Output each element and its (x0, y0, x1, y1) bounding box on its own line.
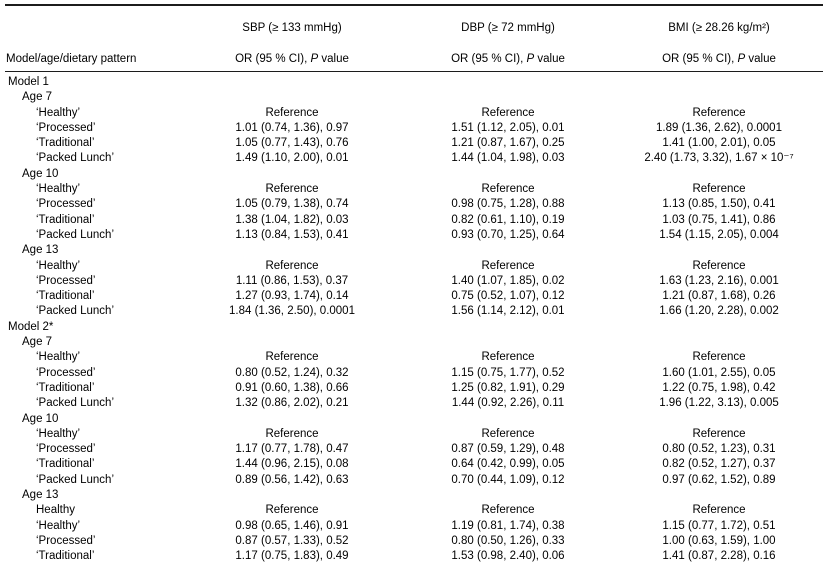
row-label: ‘Processed’ (36, 274, 96, 287)
cell-bmi: Reference (692, 259, 746, 272)
row-label: ‘Traditional’ (36, 458, 95, 471)
row-label: ‘Healthy’ (36, 519, 81, 532)
cell-sbp: Reference (265, 504, 319, 517)
col-sub-bmi (615, 41, 823, 72)
cell-dbp: 1.25 (0.82, 1.91), 0.29 (451, 381, 565, 394)
cell-bmi: 1.41 (0.87, 2.28), 0.16 (662, 550, 776, 563)
cell-bmi: 1.00 (0.63, 1.59), 1.00 (662, 534, 776, 547)
row-label: ‘Processed’ (36, 121, 96, 134)
cell-dbp: 0.93 (0.70, 1.25), 0.64 (451, 228, 565, 241)
cell-sbp: Reference (265, 259, 319, 272)
table-row (5, 442, 823, 457)
cell-bmi: Reference (692, 106, 746, 119)
col-sub-sbp (183, 41, 401, 72)
table-row (5, 136, 823, 151)
row-label: Age 13 (22, 489, 59, 502)
cell-dbp: 0.98 (0.75, 1.28), 0.88 (451, 198, 565, 211)
row-label: ‘Healthy’ (36, 106, 81, 119)
table-row (5, 106, 823, 121)
cell-bmi: 0.97 (0.62, 1.52), 0.89 (662, 473, 776, 486)
cell-sbp: 1.27 (0.93, 1.74), 0.14 (235, 290, 349, 303)
cell-bmi: 0.80 (0.52, 1.23), 0.31 (662, 443, 776, 456)
row-label: Healthy (36, 504, 75, 517)
cell-dbp: 1.15 (0.75, 1.77), 0.52 (451, 366, 565, 379)
cell-dbp: 1.40 (1.07, 1.85), 0.02 (451, 274, 565, 287)
cell-dbp: 1.44 (0.92, 2.26), 0.11 (451, 397, 565, 410)
table-row (5, 488, 823, 503)
sub-p-italic: P (737, 53, 746, 65)
cell-sbp (183, 335, 401, 350)
row-label: ‘Processed’ (36, 198, 96, 211)
cell-sbp: 0.98 (0.65, 1.46), 0.91 (235, 519, 349, 532)
table-row (5, 121, 823, 136)
col-sub-dbp (401, 41, 615, 72)
cell-dbp (401, 320, 615, 335)
cell-dbp (401, 72, 615, 91)
table-row (5, 90, 823, 105)
row-label: Model 2* (8, 320, 54, 333)
table-row (5, 182, 823, 197)
row-label: ‘Processed’ (36, 366, 96, 379)
cell-sbp: Reference (265, 351, 319, 364)
sub-p-italic: P (310, 53, 319, 65)
row-label: ‘Healthy’ (36, 351, 81, 364)
cell-sbp: 1.49 (1.10, 2.00), 0.01 (235, 152, 349, 165)
row-label: Age 13 (22, 244, 59, 257)
cell-dbp (401, 243, 615, 258)
table-row (5, 320, 823, 335)
cell-bmi: 1.89 (1.36, 2.62), 0.0001 (656, 121, 782, 134)
table-row (5, 151, 823, 166)
cell-sbp: 1.05 (0.77, 1.43), 0.76 (235, 137, 349, 150)
cell-bmi: Reference (692, 504, 746, 517)
col-group-sbp: SBP (≥ 133 mmHg) (242, 21, 342, 34)
col-group-bmi: BMI (≥ 28.26 kg/m²) (668, 21, 770, 34)
sub-prefix: OR (95 % CI), (451, 53, 527, 65)
table-row (5, 213, 823, 228)
table-row (5, 243, 823, 258)
table-row (5, 259, 823, 274)
cell-dbp: 1.44 (1.04, 1.98), 0.03 (451, 152, 565, 165)
table-row (5, 396, 823, 411)
cell-bmi: 1.63 (1.23, 2.16), 0.001 (659, 274, 779, 287)
cell-dbp (401, 167, 615, 182)
cell-sbp: Reference (265, 106, 319, 119)
row-label: Age 10 (22, 412, 59, 425)
cell-dbp: 1.53 (0.98, 2.40), 0.06 (451, 550, 565, 563)
cell-bmi: 1.66 (1.20, 2.28), 0.002 (659, 305, 779, 318)
cell-bmi: Reference (692, 351, 746, 364)
table-row (5, 457, 823, 472)
cell-bmi: 0.82 (0.52, 1.27), 0.37 (662, 458, 776, 471)
cell-sbp (183, 167, 401, 182)
sub-p-italic: P (526, 53, 535, 65)
table-row (5, 228, 823, 243)
cell-bmi: 1.21 (0.87, 1.68), 0.26 (662, 290, 776, 303)
col-group-dbp: DBP (≥ 72 mmHg) (461, 21, 555, 34)
cell-dbp: 1.56 (1.14, 2.12), 0.01 (451, 305, 565, 318)
cell-bmi: Reference (692, 427, 746, 440)
row-label: ‘Packed Lunch’ (36, 305, 114, 318)
cell-bmi: 1.13 (0.85, 1.50), 0.41 (662, 198, 776, 211)
cell-dbp: 1.21 (0.87, 1.67), 0.25 (451, 137, 565, 150)
cell-bmi: 1.60 (1.01, 2.55), 0.05 (662, 366, 776, 379)
row-label: ‘Traditional’ (36, 550, 95, 563)
cell-dbp: 1.51 (1.12, 2.05), 0.01 (451, 121, 565, 134)
sub-suffix: value (534, 53, 565, 65)
cell-dbp: Reference (481, 427, 535, 440)
row-label: ‘Processed’ (36, 443, 96, 456)
cell-dbp: Reference (481, 106, 535, 119)
row-label: ‘Healthy’ (36, 427, 81, 440)
row-label: ‘Healthy’ (36, 183, 81, 196)
table-row (5, 503, 823, 518)
table-row (5, 274, 823, 289)
cell-sbp: 1.05 (0.79, 1.38), 0.74 (235, 198, 349, 211)
cell-dbp (401, 335, 615, 350)
cell-bmi: Reference (692, 183, 746, 196)
table-row (5, 473, 823, 488)
row-label: Age 7 (22, 91, 53, 104)
table-row (5, 412, 823, 427)
row-label: ‘Packed Lunch’ (36, 228, 114, 241)
row-label: ‘Packed Lunch’ (36, 152, 114, 165)
cell-dbp: Reference (481, 259, 535, 272)
row-label: ‘Packed Lunch’ (36, 397, 114, 410)
cell-dbp (401, 488, 615, 503)
table-row (5, 197, 823, 212)
table-row (5, 366, 823, 381)
cell-bmi (615, 72, 823, 91)
cell-dbp (401, 90, 615, 105)
cell-dbp: 1.19 (0.81, 1.74), 0.38 (451, 519, 565, 532)
table-header (5, 5, 823, 72)
cell-bmi: 1.96 (1.22, 3.13), 0.005 (659, 397, 779, 410)
cell-sbp (183, 488, 401, 503)
cell-bmi: 1.22 (0.75, 1.98), 0.42 (662, 381, 776, 394)
row-label: ‘Traditional’ (36, 213, 95, 226)
cell-bmi: 1.54 (1.15, 2.05), 0.004 (659, 228, 779, 241)
cell-sbp: 1.17 (0.77, 1.78), 0.47 (235, 443, 349, 456)
cell-sbp: Reference (265, 427, 319, 440)
cell-sbp (183, 412, 401, 427)
sub-prefix: OR (95 % CI), (235, 53, 311, 65)
cell-dbp: 0.82 (0.61, 1.10), 0.19 (451, 213, 565, 226)
row-label: Model 1 (8, 76, 49, 88)
table-row (5, 519, 823, 534)
table-row (5, 167, 823, 182)
cell-bmi (615, 488, 823, 503)
header-group-row (5, 5, 823, 41)
table-row (5, 381, 823, 396)
cell-dbp: 0.64 (0.42, 0.99), 0.05 (451, 458, 565, 471)
table-row (5, 350, 823, 365)
cell-sbp: 1.11 (0.86, 1.53), 0.37 (235, 274, 349, 287)
row-label: Age 7 (22, 336, 53, 349)
cell-sbp (183, 72, 401, 91)
cell-dbp (401, 412, 615, 427)
table-row (5, 549, 823, 563)
results-table (5, 4, 823, 563)
table-row (5, 427, 823, 442)
cell-sbp (183, 243, 401, 258)
cell-bmi: 1.15 (0.77, 1.72), 0.51 (662, 519, 776, 532)
table-body (5, 72, 823, 563)
cell-sbp: 1.17 (0.75, 1.83), 0.49 (235, 550, 349, 563)
cell-sbp: 0.87 (0.57, 1.33), 0.52 (235, 534, 349, 547)
cell-sbp: 1.13 (0.84, 1.53), 0.41 (235, 228, 349, 241)
cell-bmi: 2.40 (1.73, 3.32), 1.67 × 10⁻⁷ (644, 152, 794, 165)
cell-dbp: 0.75 (0.52, 1.07), 0.12 (451, 290, 565, 303)
cell-bmi: 1.03 (0.75, 1.41), 0.86 (662, 213, 776, 226)
sub-suffix: value (745, 53, 776, 65)
cell-bmi (615, 90, 823, 105)
cell-sbp: 0.89 (0.56, 1.42), 0.63 (235, 473, 349, 486)
cell-sbp: 1.32 (0.86, 2.02), 0.21 (235, 397, 349, 410)
cell-dbp: Reference (481, 183, 535, 196)
cell-sbp: 1.01 (0.74, 1.36), 0.97 (235, 121, 349, 134)
cell-bmi (615, 320, 823, 335)
cell-bmi (615, 167, 823, 182)
sub-prefix: OR (95 % CI), (662, 53, 738, 65)
cell-dbp: 0.87 (0.59, 1.29), 0.48 (451, 443, 565, 456)
cell-dbp: 0.70 (0.44, 1.09), 0.12 (451, 473, 565, 486)
sub-suffix: value (318, 53, 349, 65)
cell-dbp: Reference (481, 504, 535, 517)
cell-bmi (615, 412, 823, 427)
row-label: ‘Traditional’ (36, 137, 95, 150)
table-row (5, 534, 823, 549)
row-label: ‘Traditional’ (36, 381, 95, 394)
row-label: ‘Processed’ (36, 534, 96, 547)
table-row (5, 304, 823, 319)
row-label: ‘Packed Lunch’ (36, 473, 114, 486)
cell-sbp: 1.84 (1.36, 2.50), 0.0001 (229, 305, 355, 318)
row-label: ‘Traditional’ (36, 290, 95, 303)
cell-sbp: 1.44 (0.96, 2.15), 0.08 (235, 458, 349, 471)
row-header-label: Model/age/dietary pattern (5, 5, 183, 72)
cell-sbp: Reference (265, 183, 319, 196)
cell-sbp: 1.38 (1.04, 1.82), 0.03 (235, 213, 349, 226)
cell-dbp: 0.80 (0.50, 1.26), 0.33 (451, 534, 565, 547)
cell-sbp (183, 320, 401, 335)
row-label: Age 10 (22, 167, 59, 180)
cell-bmi (615, 335, 823, 350)
cell-sbp: 0.80 (0.52, 1.24), 0.32 (235, 366, 349, 379)
cell-dbp: Reference (481, 351, 535, 364)
cell-bmi (615, 243, 823, 258)
table-row (5, 289, 823, 304)
cell-bmi: 1.41 (1.00, 2.01), 0.05 (662, 137, 776, 150)
cell-sbp (183, 90, 401, 105)
table-row (5, 72, 823, 91)
cell-sbp: 0.91 (0.60, 1.38), 0.66 (235, 381, 349, 394)
row-label: ‘Healthy’ (36, 259, 81, 272)
table-row (5, 335, 823, 350)
